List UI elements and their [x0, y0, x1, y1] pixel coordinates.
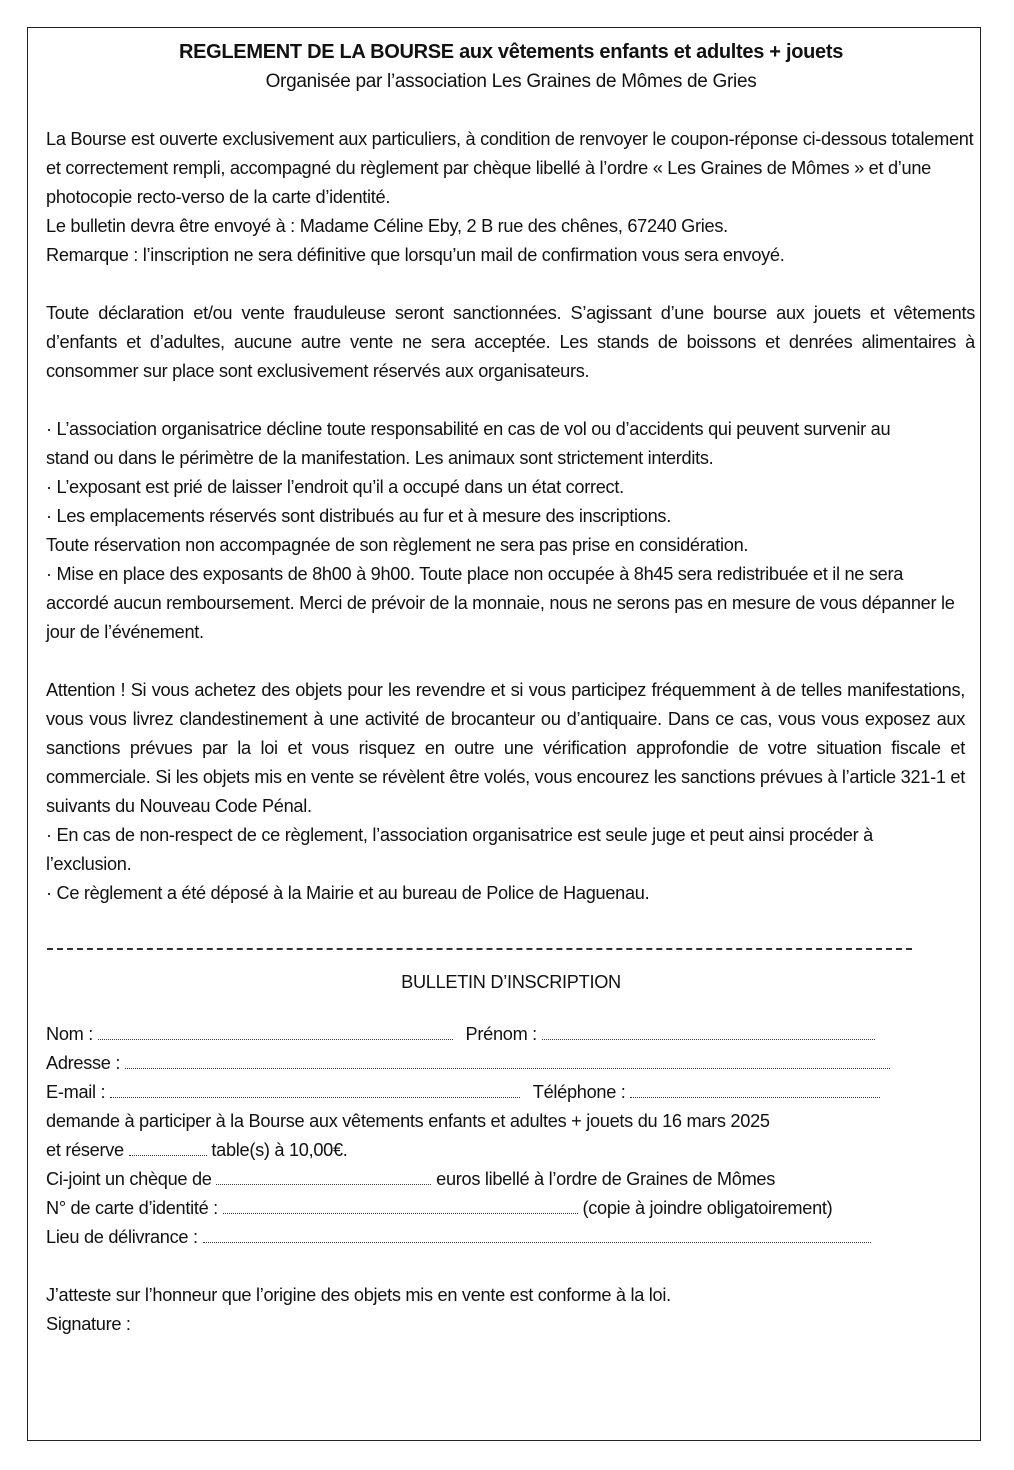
rule-allocation: · Les emplacements réservés sont distribués au fur et à mesure des inscriptions. [46, 506, 671, 526]
id-card-field[interactable] [223, 1195, 578, 1214]
document-title: REGLEMENT DE LA BOURSE aux vêtements enfants et adultes + jouets [178, 41, 844, 63]
document-subtitle: Organisée par l’association Les Graines de Mômes de Gries [265, 71, 757, 92]
reserve-suffix: table(s) à 10,00€. [211, 1140, 348, 1160]
signature-label: Signature : [46, 1314, 131, 1334]
warning-exclusion: · En cas de non-respect de ce règlement, l’association organisatrice est seule juge et peut ainsi procéder à l’exclusion. [46, 825, 873, 874]
email-label: E-mail : [46, 1082, 106, 1102]
id-card-note: (copie à joindre obligatoirement) [582, 1198, 833, 1218]
form-row-name [46, 1020, 976, 1049]
intro-remark: Remarque : l’inscription ne sera définitive que lorsqu’un mail de confirmation vous sera envoyé. [46, 245, 785, 265]
id-card-label: N° de carte d’identité : [46, 1198, 218, 1218]
cut-line [47, 948, 912, 968]
telephone-field[interactable] [630, 1079, 880, 1098]
telephone-label: Téléphone : [532, 1082, 626, 1102]
nom-field[interactable] [98, 1021, 453, 1040]
rule-cleanliness: · L’exposant est prié de laisser l’endroit qu’il a occupé dans un état correct. [46, 477, 624, 497]
cheque-amount-field[interactable] [216, 1166, 431, 1185]
form-row-contact [46, 1078, 976, 1107]
fraud-paragraph: Toute déclaration et/ou vente frauduleuse seront sanctionnées. S’agissant d’une bourse aux jouets et vêtements d’enfants et d’adultes, aucune autre vente ne sera acceptée. Les stands de boissons et denrées alimentaires à consommer sur place sont exclusivement réservés aux organisateurs. [46, 303, 975, 381]
prenom-label: Prénom : [465, 1024, 537, 1044]
adresse-label: Adresse : [46, 1053, 121, 1073]
rule-setup: · Mise en place des exposants de 8h00 à 9h00. Toute place non occupée à 8h45 sera redistribuée et il ne sera accordé aucun remboursement. Merci de prévoir de la monnaie, nous ne serons pas en mesure de vous dépanner le jour de l’événement. [46, 564, 955, 642]
form-row-tables [46, 1136, 976, 1165]
intro-paragraph: La Bourse est ouverte exclusivement aux particuliers, à condition de renvoyer le coupon-réponse ci-dessous totalement et correctement rempli, accompagné du règlement par chèque libellé à l’ordre « Les Graines de Mômes » et d’une photocopie recto-verso de la carte d’identité. [46, 129, 974, 207]
issue-place-field[interactable] [203, 1224, 871, 1243]
issue-place-label: Lieu de délivrance : [46, 1227, 198, 1247]
form-row-address [46, 1049, 976, 1078]
participation-request: demande à participer à la Bourse aux vêtements enfants et adultes + jouets du 16 mars 2025 [46, 1111, 770, 1131]
form-row-issue-place [46, 1223, 976, 1252]
warning-deposit: · Ce règlement a été déposé à la Mairie et au bureau de Police de Haguenau. [46, 883, 650, 903]
intro-address: Le bulletin devra être envoyé à : Madame Céline Eby, 2 B rue des chênes, 67240 Gries. [46, 216, 728, 236]
form-row-id-card [46, 1194, 976, 1223]
nom-label: Nom : [46, 1024, 94, 1044]
reserve-label: et réserve [46, 1140, 124, 1160]
document-content [46, 38, 976, 1339]
cheque-suffix: euros libellé à l’ordre de Graines de Mômes [436, 1169, 776, 1189]
adresse-field[interactable] [125, 1050, 890, 1069]
email-field[interactable] [110, 1079, 520, 1098]
prenom-field[interactable] [542, 1021, 875, 1040]
rule-payment: Toute réservation non accompagnée de son règlement ne sera pas prise en considération. [46, 535, 749, 555]
form-row-cheque [46, 1165, 976, 1194]
tables-count-field[interactable] [129, 1137, 207, 1156]
bulletin-title: BULLETIN D’INSCRIPTION [401, 972, 621, 992]
cheque-label: Ci-joint un chèque de [46, 1169, 212, 1189]
warning-paragraph: Attention ! Si vous achetez des objets pour les revendre et si vous participez fréquemment à de telles manifestations, vous vous livrez clandestinement à une activité de brocanteur ou d’antiquaire. Dans ce cas, vous vous exposez aux sanctions prévues par la loi et vous risquez en outre une vérification approfondie de votre situation fiscale et commerciale. Si les objets mis en vente se révèlent être volés, vous encourez les sanctions prévues à l’article 321-1 et suivants du Nouveau Code Pénal. [46, 680, 965, 816]
attestation-text: J’atteste sur l’honneur que l’origine des objets mis en vente est conforme à la loi. [46, 1285, 671, 1305]
rule-liability: · L’association organisatrice décline toute responsabilité en cas de vol ou d’accidents qui peuvent survenir au stand ou dans le périmètre de la manifestation. Les animaux sont strictement interdits. [46, 419, 891, 468]
